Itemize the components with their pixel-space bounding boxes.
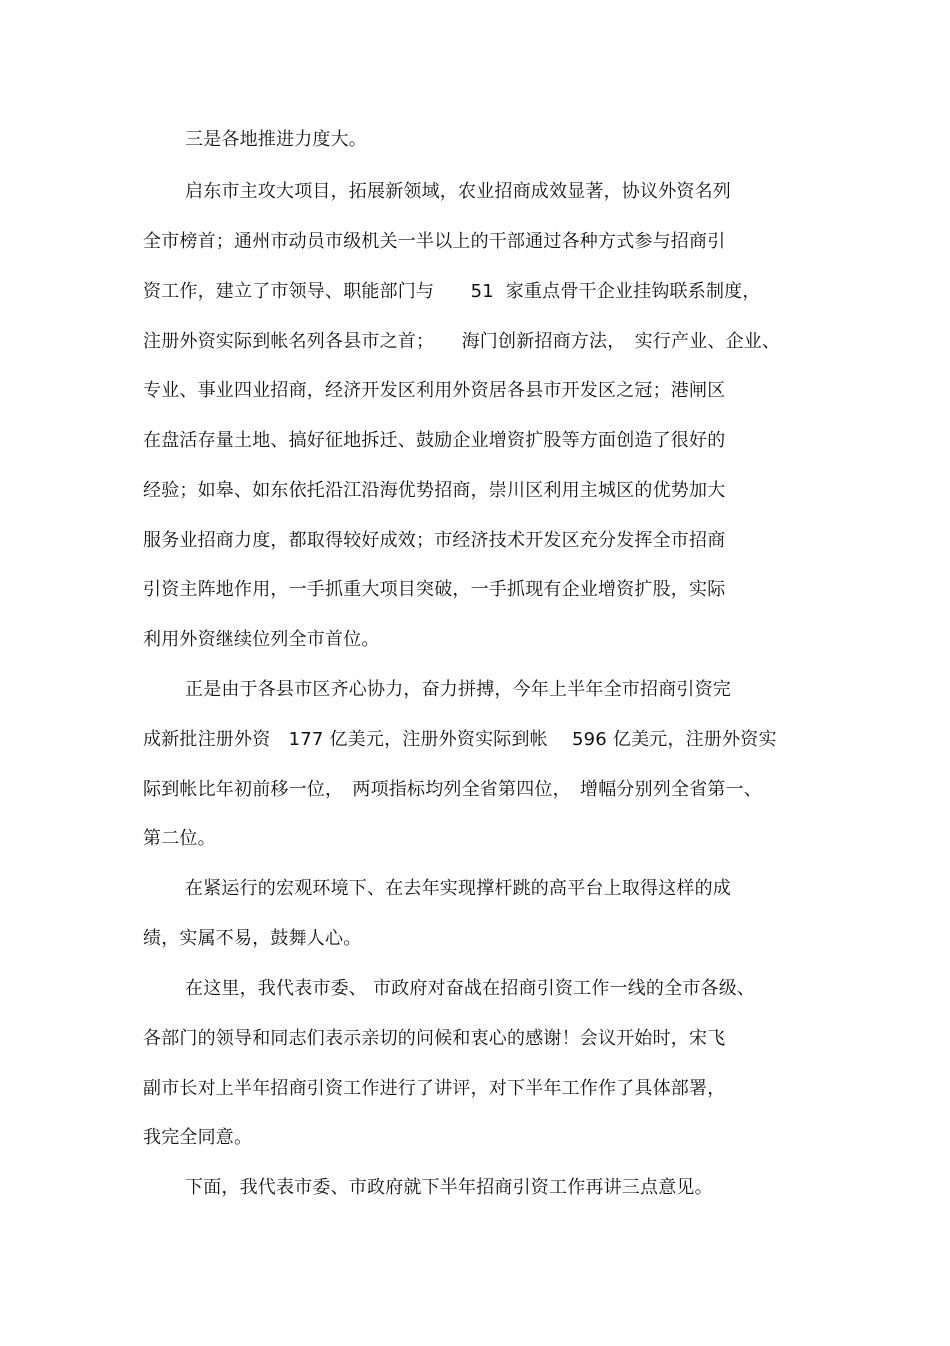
text-line: 启东市主攻大项目，拓展新领域，农业招商成效显著，协议外资名列	[185, 181, 731, 202]
text-line: 服务业招商力度，都取得较好成效；市经济技术开发区充分发挥全市招商	[143, 530, 726, 551]
text-line: 副市长对上半年招商引资工作进行了讲评，对下半年工作作了具体部署，	[143, 1078, 726, 1099]
text-line: 在盘活存量土地、搞好征地拆迁、鼓励企业增资扩股等方面创造了很好的	[143, 430, 726, 451]
text-line: 第二位。	[143, 828, 216, 849]
text-line: 下面，我代表市委、市政府就下半年招商引资工作再讲三点意见。	[185, 1177, 713, 1198]
text-line: 际到帐比年初前移一位， 两项指标均列全省第四位， 增幅分别列全省第一、	[143, 779, 762, 800]
text-line: 专业、事业四业招商，经济开发区利用外资居各县市开发区之冠；港闸区	[143, 380, 726, 401]
text-line: 成新批注册外资 177 亿美元，注册外资实际到帐 596 亿美元，注册外资实	[143, 729, 777, 750]
text-line: 正是由于各县市区齐心协力，奋力拼搏，今年上半年全市招商引资完	[185, 679, 731, 700]
text-line: 三是各地推进力度大。	[185, 129, 367, 150]
text-line: 资工作，建立了市领导、职能部门与 51 家重点骨干企业挂钩联系制度，	[143, 281, 761, 302]
text-line: 利用外资继续位列全市首位。	[143, 629, 380, 650]
text-line: 在紧运行的宏观环境下、在去年实现撑杆跳的高平台上取得这样的成	[185, 878, 731, 899]
text-line: 注册外资实际到帐名列各县市之首； 海门创新招商方法， 实行产业、企业、	[143, 331, 781, 352]
text-line: 在这里，我代表市委、 市政府对奋战在招商引资工作一线的全市各级、	[185, 978, 756, 999]
text-line: 全市榜首；通州市动员市级机关一半以上的干部通过各种方式参与招商引	[143, 231, 726, 252]
text-line: 各部门的领导和同志们表示亲切的问候和衷心的感谢！会议开始时，宋飞	[143, 1028, 726, 1049]
text-line: 我完全同意。	[143, 1127, 253, 1148]
text-line: 经验；如皋、如东依托沿江沿海优势招商，崇川区利用主城区的优势加大	[143, 480, 726, 501]
text-line: 绩，实属不易，鼓舞人心。	[143, 928, 362, 949]
text-line: 引资主阵地作用，一手抓重大项目突破，一手抓现有企业增资扩股，实际	[143, 579, 726, 600]
